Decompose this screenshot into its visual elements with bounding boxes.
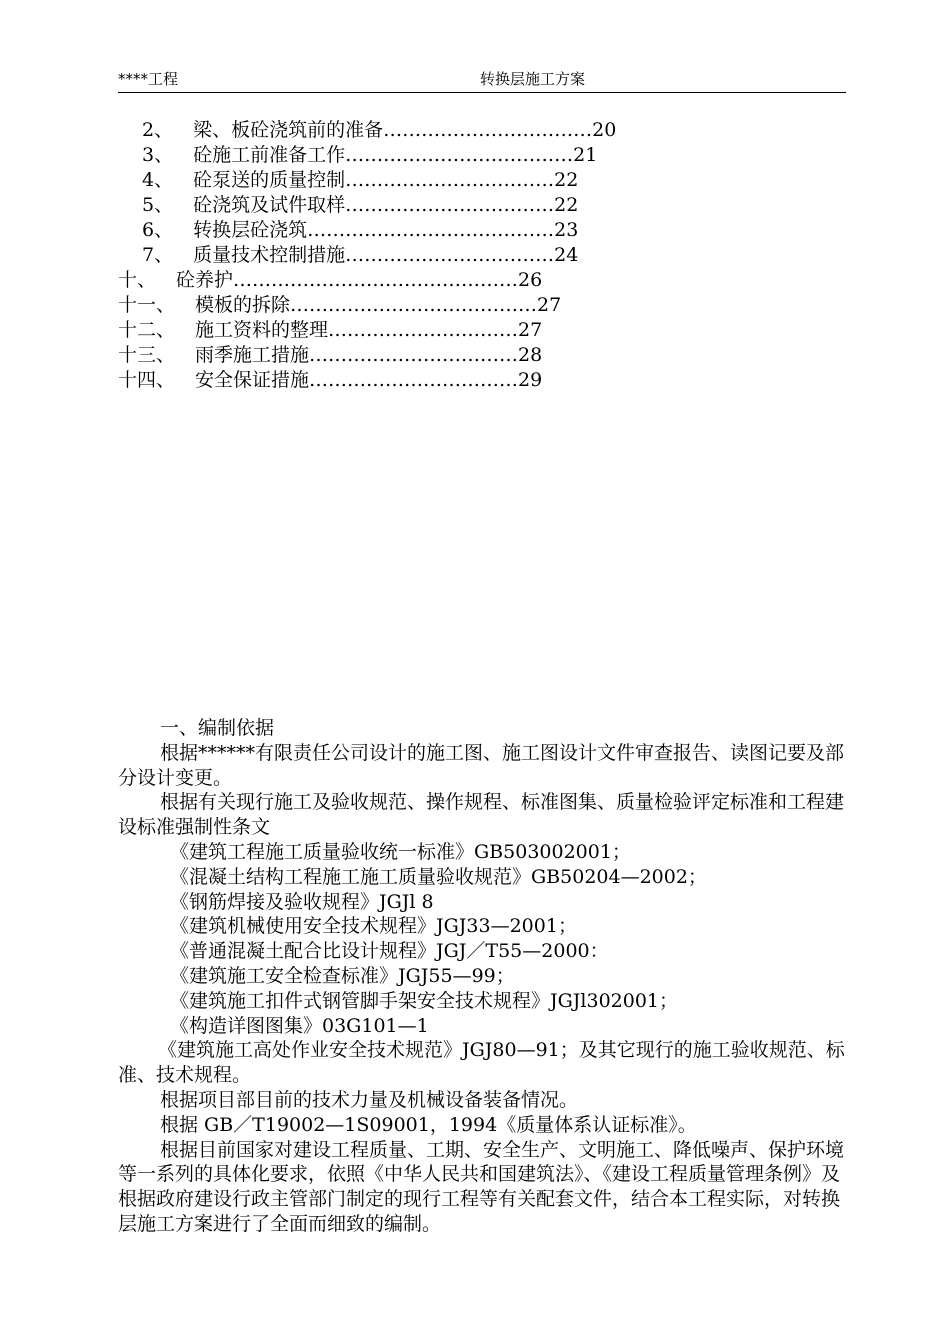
standard-reference: 《建筑机械使用安全技术规程》JGJ33—2001； bbox=[170, 915, 577, 938]
toc-entry: 6、 转换层砼浇筑…………………………………23 bbox=[142, 219, 579, 241]
paragraph: 根据 GB／T19002—1S09001，1994《质量体系认证标准》。 bbox=[160, 1113, 697, 1136]
toc-entry: 7、 质量技术控制措施……………………………24 bbox=[142, 244, 579, 266]
paragraph: 根据项目部目前的技术力量及机械设备装备情况。 bbox=[160, 1088, 579, 1111]
section-heading: 一、编制依据 bbox=[160, 717, 275, 739]
toc-entry: 十四、 安全保证措施……………………………29 bbox=[118, 369, 543, 391]
standard-reference: 《钢筋焊接及验收规程》JGJl 8 bbox=[170, 890, 434, 913]
paragraph: 根据有关现行施工及验收规范、操作规程、标准图集、质量检验评定标准和工程建设标准强制性条文 bbox=[118, 791, 845, 839]
standard-reference: 《建筑施工安全检查标准》JGJ55—99； bbox=[170, 964, 515, 987]
document-body bbox=[118, 716, 848, 1237]
toc-entry: 十三、 雨季施工措施……………………………28 bbox=[118, 344, 543, 366]
toc-entry: 十二、 施工资料的整理…………………………27 bbox=[118, 319, 543, 341]
paragraph: 根据目前国家对建设工程质量、工期、安全生产、文明施工、降低噪声、保护环境等一系列的具体化要求，依照《中华人民共和国建筑法》、《建设工程质量管理条例》及根据政府建设行政主管部门制定的现行工程等有关配套文件，结合本工程实际，对转换层施工方案进行了全面而细致的编制。 bbox=[118, 1138, 845, 1235]
standard-reference: 《混凝土结构工程施工施工质量验收规范》GB50204—2002； bbox=[170, 865, 707, 888]
toc-entry: 十、 砼养护………………………………………26 bbox=[118, 269, 543, 291]
header-project-name: ****工程 bbox=[118, 70, 179, 88]
toc-entry: 2、 梁、板砼浇筑前的准备……………………………20 bbox=[142, 119, 617, 141]
toc-entry: 3、 砼施工前准备工作………………………………21 bbox=[142, 144, 598, 166]
page-header bbox=[118, 66, 846, 93]
toc-entry: 4、 砼泵送的质量控制……………………………22 bbox=[142, 169, 579, 191]
paragraph: 《建筑施工高处作业安全技术规范》JGJ80—91；及其它现行的施工验收规范、标准、技术规程。 bbox=[118, 1039, 845, 1087]
standard-reference: 《构造详图图集》03G101—1 bbox=[170, 1014, 429, 1037]
table-of-contents bbox=[118, 118, 878, 393]
toc-entry: 5、 砼浇筑及试件取样……………………………22 bbox=[142, 194, 579, 216]
standard-reference: 《建筑工程施工质量验收统一标准》GB503002001； bbox=[170, 840, 631, 863]
standard-reference: 《普通混凝土配合比设计规程》JGJ／T55—2000： bbox=[170, 940, 609, 963]
standard-reference: 《建筑施工扣件式钢管脚手架安全技术规程》JGJl302001； bbox=[170, 989, 679, 1012]
header-document-title: 转换层施工方案 bbox=[480, 70, 586, 88]
paragraph: 根据******有限责任公司设计的施工图、施工图设计文件审查报告、读图记要及部分设计变更。 bbox=[118, 741, 845, 789]
toc-entry: 十一、 模板的拆除…………………………………27 bbox=[118, 294, 562, 316]
